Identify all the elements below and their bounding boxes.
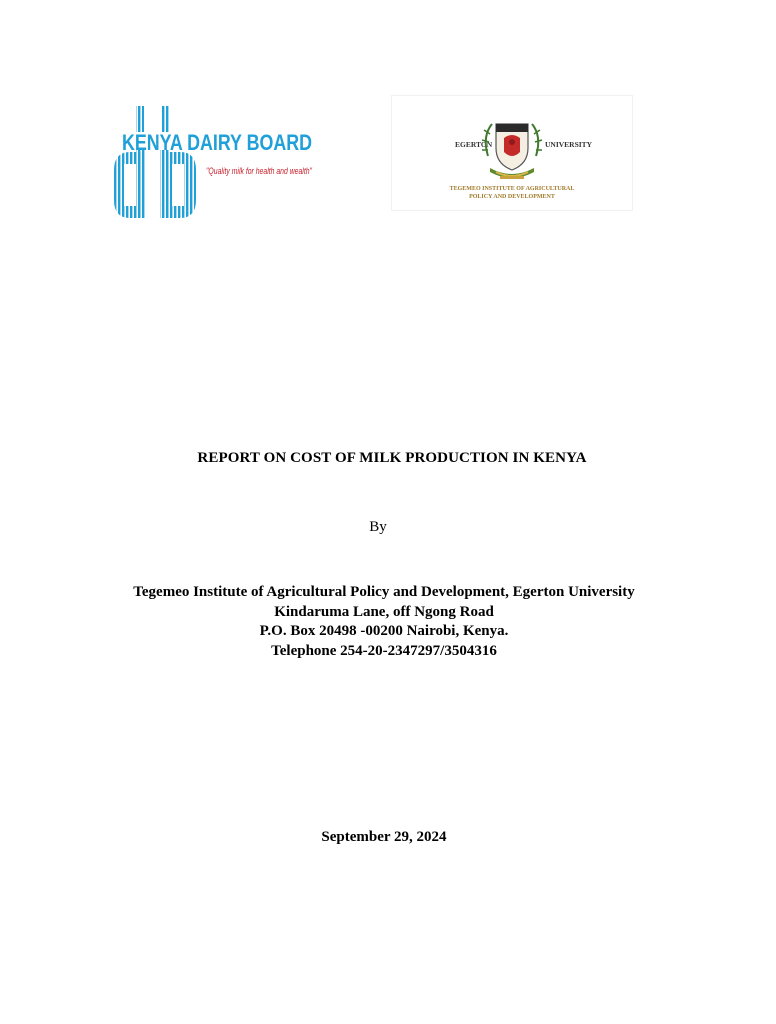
crest-icon [482,124,542,179]
egerton-word: EGERTON [455,140,493,149]
author-telephone: Telephone 254-20-2347297/3504316 [271,642,497,659]
kenya-dairy-board-logo [110,100,315,222]
author-institution: Tegemeo Institute of Agricultural Policy and Development, Egerton University [133,584,635,600]
institute-line-2: POLICY AND DEVELOPMENT [469,194,555,200]
author-block [0,583,768,661]
kdb-name: KENYA DAIRY BOARD [122,130,312,155]
author-po-box: P.O. Box 20498 -00200 Nairobi, Kenya. [259,623,509,639]
egerton-tegemeo-logo [392,96,632,210]
kdb-tagline: "Quality milk for health and wealth" [206,166,313,176]
report-title: REPORT ON COST OF MILK PRODUCTION IN KENYA [197,450,587,466]
institute-line-1: TEGEMEO INSTITUTE OF AGRICULTURAL [449,186,575,192]
university-word: UNIVERSITY [545,140,593,149]
by-label: By [369,519,387,535]
author-street: Kindaruma Lane, off Ngong Road [274,603,494,620]
report-date: September 29, 2024 [321,829,447,845]
